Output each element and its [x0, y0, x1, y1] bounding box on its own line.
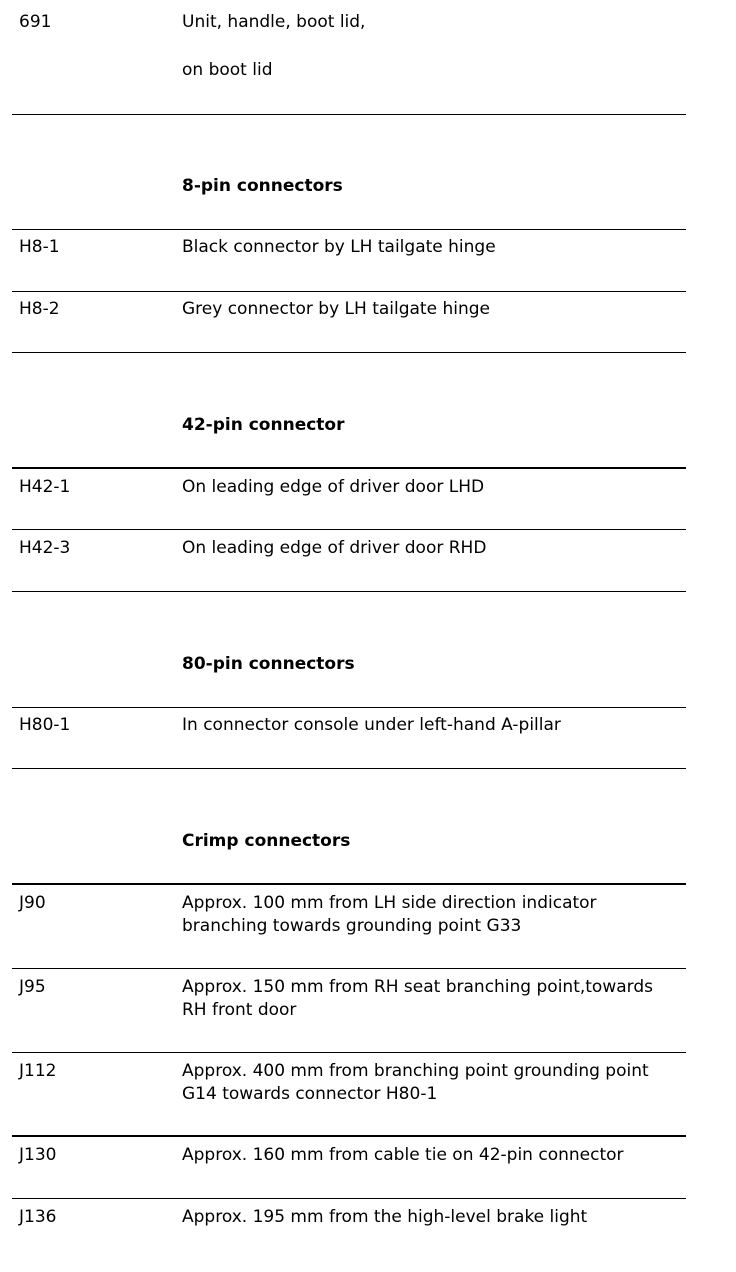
item-description-continued: branching towards grounding point G33 [182, 916, 522, 936]
divider [12, 707, 686, 708]
section-heading-42pin: 42-pin connector [182, 415, 345, 435]
item-code: H42-1 [19, 477, 71, 497]
item-description-continued: G14 towards connector H80-1 [182, 1084, 438, 1104]
item-code: H8-1 [19, 237, 60, 257]
item-code: H80-1 [19, 715, 71, 735]
item-code: H42-3 [19, 538, 71, 558]
item-description: In connector console under left-hand A-pillar [182, 715, 561, 735]
item-description: Grey connector by LH tailgate hinge [182, 299, 490, 319]
item-description: Unit, handle, boot lid, [182, 12, 366, 32]
item-code: J136 [19, 1207, 57, 1227]
item-description: Black connector by LH tailgate hinge [182, 237, 496, 257]
divider [12, 114, 686, 115]
item-description: Approx. 100 mm from LH side direction indicator [182, 893, 597, 913]
item-description: On leading edge of driver door LHD [182, 477, 485, 497]
item-description: On leading edge of driver door RHD [182, 538, 487, 558]
item-code: H8-2 [19, 299, 60, 319]
divider [12, 883, 686, 885]
item-description: Approx. 195 mm from the high-level brake light [182, 1207, 588, 1227]
section-heading-80pin: 80-pin connectors [182, 654, 355, 674]
item-code: 691 [19, 12, 52, 32]
item-description: Approx. 400 mm from branching point grounding point [182, 1061, 649, 1081]
divider [12, 968, 686, 969]
divider [12, 1135, 686, 1137]
item-description: Approx. 160 mm from cable tie on 42-pin connector [182, 1145, 624, 1165]
item-code: J90 [19, 893, 46, 913]
divider [12, 291, 686, 292]
divider [12, 352, 686, 353]
item-description-continued: RH front door [182, 1000, 297, 1020]
item-code: J95 [19, 977, 46, 997]
section-heading-8pin: 8-pin connectors [182, 176, 343, 196]
divider [12, 591, 686, 592]
divider [12, 1198, 686, 1199]
item-description-continued: on boot lid [182, 60, 273, 80]
divider [12, 768, 686, 769]
item-code: J130 [19, 1145, 57, 1165]
divider [12, 529, 686, 530]
item-description: Approx. 150 mm from RH seat branching point,towards [182, 977, 653, 997]
divider [12, 229, 686, 230]
divider [12, 467, 686, 469]
section-heading-crimp: Crimp connectors [182, 831, 351, 851]
divider [12, 1052, 686, 1053]
item-code: J112 [19, 1061, 57, 1081]
